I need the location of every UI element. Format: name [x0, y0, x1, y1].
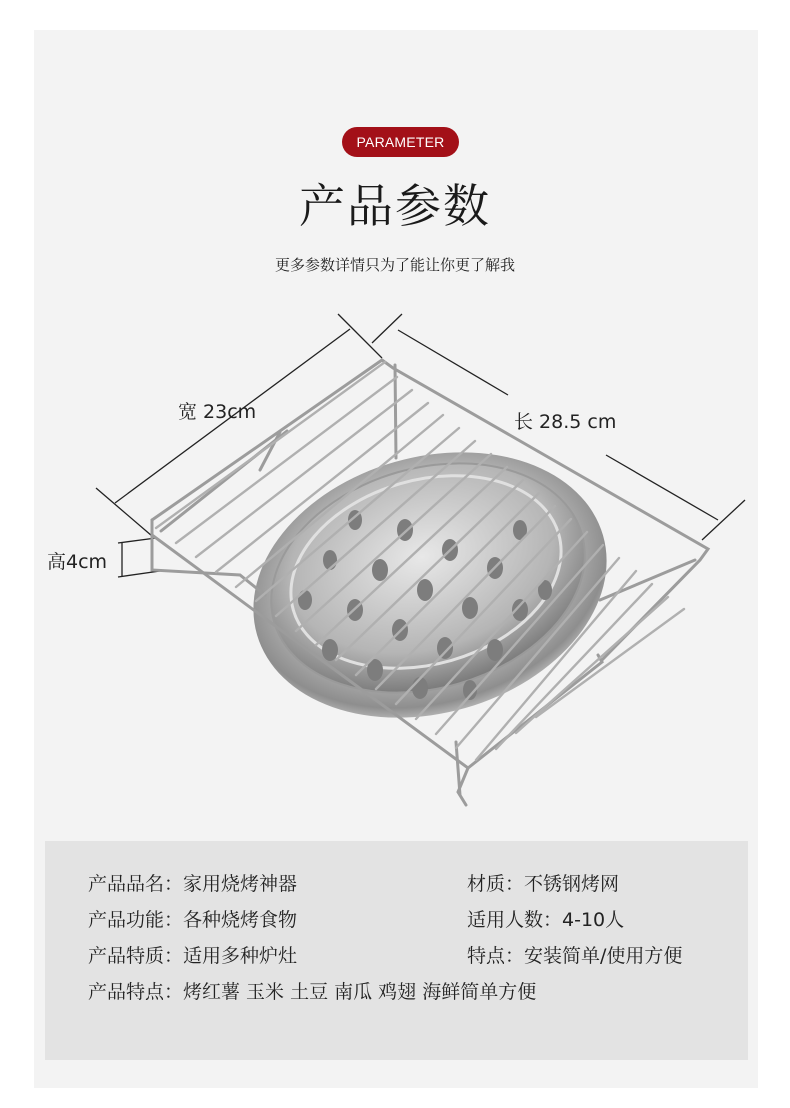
parameter-table — [45, 841, 748, 1060]
param-feature: 特点：安装简单/使用方便 — [467, 945, 683, 967]
page-title: 产品参数 — [299, 179, 491, 233]
length-label: 长 28.5 cm — [514, 411, 617, 433]
param-uses: 产品特点：烤红薯 玉米 土豆 南瓜 鸡翅 海鲜简单方便 — [88, 981, 537, 1003]
height-label: 高4cm — [47, 551, 108, 573]
product-image — [0, 300, 790, 840]
param-function: 产品功能：各种烧烤食物 — [88, 909, 298, 931]
param-quality: 产品特质：适用多种炉灶 — [88, 945, 298, 967]
width-label: 宽 23cm — [178, 401, 257, 423]
param-people: 适用人数：4-10人 — [467, 909, 625, 931]
param-material: 材质：不锈钢烤网 — [467, 873, 620, 895]
param-product-name: 产品品名：家用烧烤神器 — [88, 873, 298, 895]
page-subtitle: 更多参数详情只为了能让你更了解我 — [274, 256, 515, 274]
parameter-badge: PARAMETER — [342, 127, 459, 157]
bbq-plate — [222, 412, 639, 757]
